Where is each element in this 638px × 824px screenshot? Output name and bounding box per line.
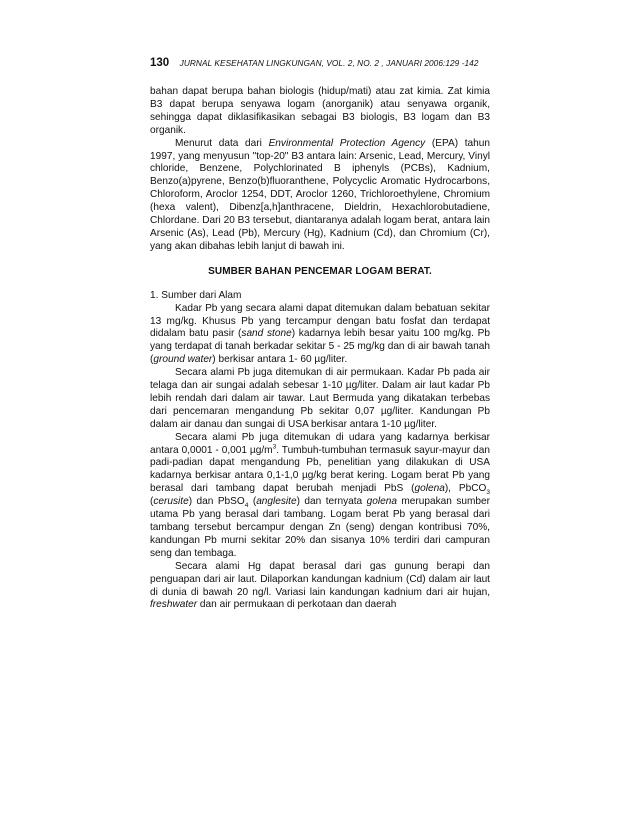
anglesite-italic: anglesite [256,496,297,508]
hg-cd-text-2: dan air permukaan di perkotaan dan daerah [197,599,397,611]
paragraph-epa-text-1: Menurut data dari [175,137,269,149]
subsection-heading: 1. Sumber dari Alam [150,289,242,301]
paragraph-pb-rock [150,303,490,368]
sand-stone-italic: sand stone [241,328,292,340]
section-title: SUMBER BAHAN PENCEMAR LOGAM BERAT. [208,265,432,277]
pb-air-text-6: ( [248,496,257,508]
superscript-3: 3 [272,443,277,451]
page-number: 130 [150,57,170,69]
pb-rock-text-3: ) berkisar antara 1- 60 µg/liter. [212,354,348,366]
pb-rock-text-2: ) kadarnya lebih besar yaitu 100 mg/kg. Pb yang terdapat di tanah berkadar sekitar 5 - 25 mg/kg dan di air bawah tanah ( [150,328,490,366]
golena-italic-1: golena [414,483,445,495]
pb-water-text: Secara alami Pb juga ditemukan di air permukaan. Kadar Pb pada air telaga dan air sungai adalah sebesar 1-10 µg/liter. Dalam air laut kadar Pb lebih rendah dari dalam air tawar. Laut Bermuda yang dikatakan terbebas dari pencemaran mengandung Pb sekitar 0,07 µg/liter. Kandungan Pb dalam air danau dan sungai di USA berkisar antara 1-10 µg/liter. [150,367,490,430]
pb-air-text-5: ) dan PbSO [188,496,245,508]
epa-italic: Environmental Protection Agency [268,137,426,149]
article-body [150,86,490,612]
subscript-4: 4 [244,502,249,510]
hg-cd-text-1: Secara alami Hg dapat berasal dari gas gunung berapi dan penguapan dari air laut. Dilaporkan kandungan kadnium (Cd) dalam air laut di dunia di bawah 20 ng/l. Variasi lain kandungan kadnium dari air hujan, [150,560,490,598]
paragraph-hg-cd [150,561,490,613]
paragraph-intro [150,86,490,138]
paragraph-epa-text-2: (EPA) tahun 1997, yang menyusun "top-20" B3 antara lain: Arsenic, Lead, Mercury, Vinyl chloride, Benzene, Polychlorinated B iphenyls (PCBs), Kadnium, Benzo(a)pyrene, Benzo(b)fluoranthene, Polycyclic Aromatic Hydrocarbons, Chloroform, Aroclor 1254, DDT, Aroclor 1260, Trichloroethylene, Chromium (hexa valent), Dibenz[a,h]anthracene, Dieldrin, Hexachlorobutadiene, Chlordane. Dari 20 B3 tersebut, diantaranya adalah logam berat, antara lain Arsenic (As), Lead (Pb), Mercury (Hg), Kadnium (Cd), dan Chromium (Cr), yang akan dibahas lebih lanjut di bawah ini. [150,137,491,252]
pb-air-text-4: ( [150,496,154,508]
paragraph-intro-text: bahan dapat berupa bahan biologis (hidup/mati) atau zat kimia. Zat kimia B3 dapat berupa senyawa logam (anorganik) atau senyawa organik, sehingga dapat diklasifikasikan sebagai B3 biologis, B3 logam dan B3 organik. [150,86,490,136]
ground-water-italic: ground water [153,354,213,366]
paragraph-pb-water [150,367,490,432]
paragraph-epa [150,138,490,254]
pb-air-text-3: ), PbCO [444,483,487,495]
journal-citation: JURNAL KESEHATAN LINGKUNGAN, VOL. 2, NO. 2 , JANUARI 2006:129 -142 [179,58,479,68]
freshwater-italic: freshwater [150,599,198,611]
pb-air-text-8: merupakan sumber utama Pb yang berasal dari tambang. Logam berat Pb yang berasal dari tambang tersebut bercampur dengan Zn (seng) dengan kontribusi 70%, kandungan Pb murni sekitar 20% dan sisanya 10% terdiri dari campuran seng dan tembaga. [150,496,490,559]
paragraph-pb-air [150,432,490,561]
page-header [150,53,490,69]
golena-italic-2: golena [366,496,397,508]
cerusite-italic: cerusite [153,496,189,508]
pb-air-text-7: ) dan ternyata [296,496,367,508]
pb-air-text-1: Secara alami Pb juga ditemukan di udara yang kadarnya berkisar antara 0,0001 - 0,001 µg/m [150,431,490,456]
subscript-3: 3 [486,489,490,497]
pb-air-text-2: . Tumbuh-tumbuhan termasuk sayur-mayur dan padi-padian dapat mengandung Pb, penelitian yang dilakukan di USA kadarnya berkisar antara 0,1-1,0 µg/kg berat kering. Logam berat Pb yang berasal dari tambang dapat berubah menjadi PbS ( [150,444,490,495]
pb-rock-text-1: Kadar Pb yang secara alami dapat ditemukan dalam bebatuan sekitar 13 mg/kg. Khusus Pb yang tercampur dengan batu fosfat dan terdapat didalam batu pasir ( [150,302,490,340]
